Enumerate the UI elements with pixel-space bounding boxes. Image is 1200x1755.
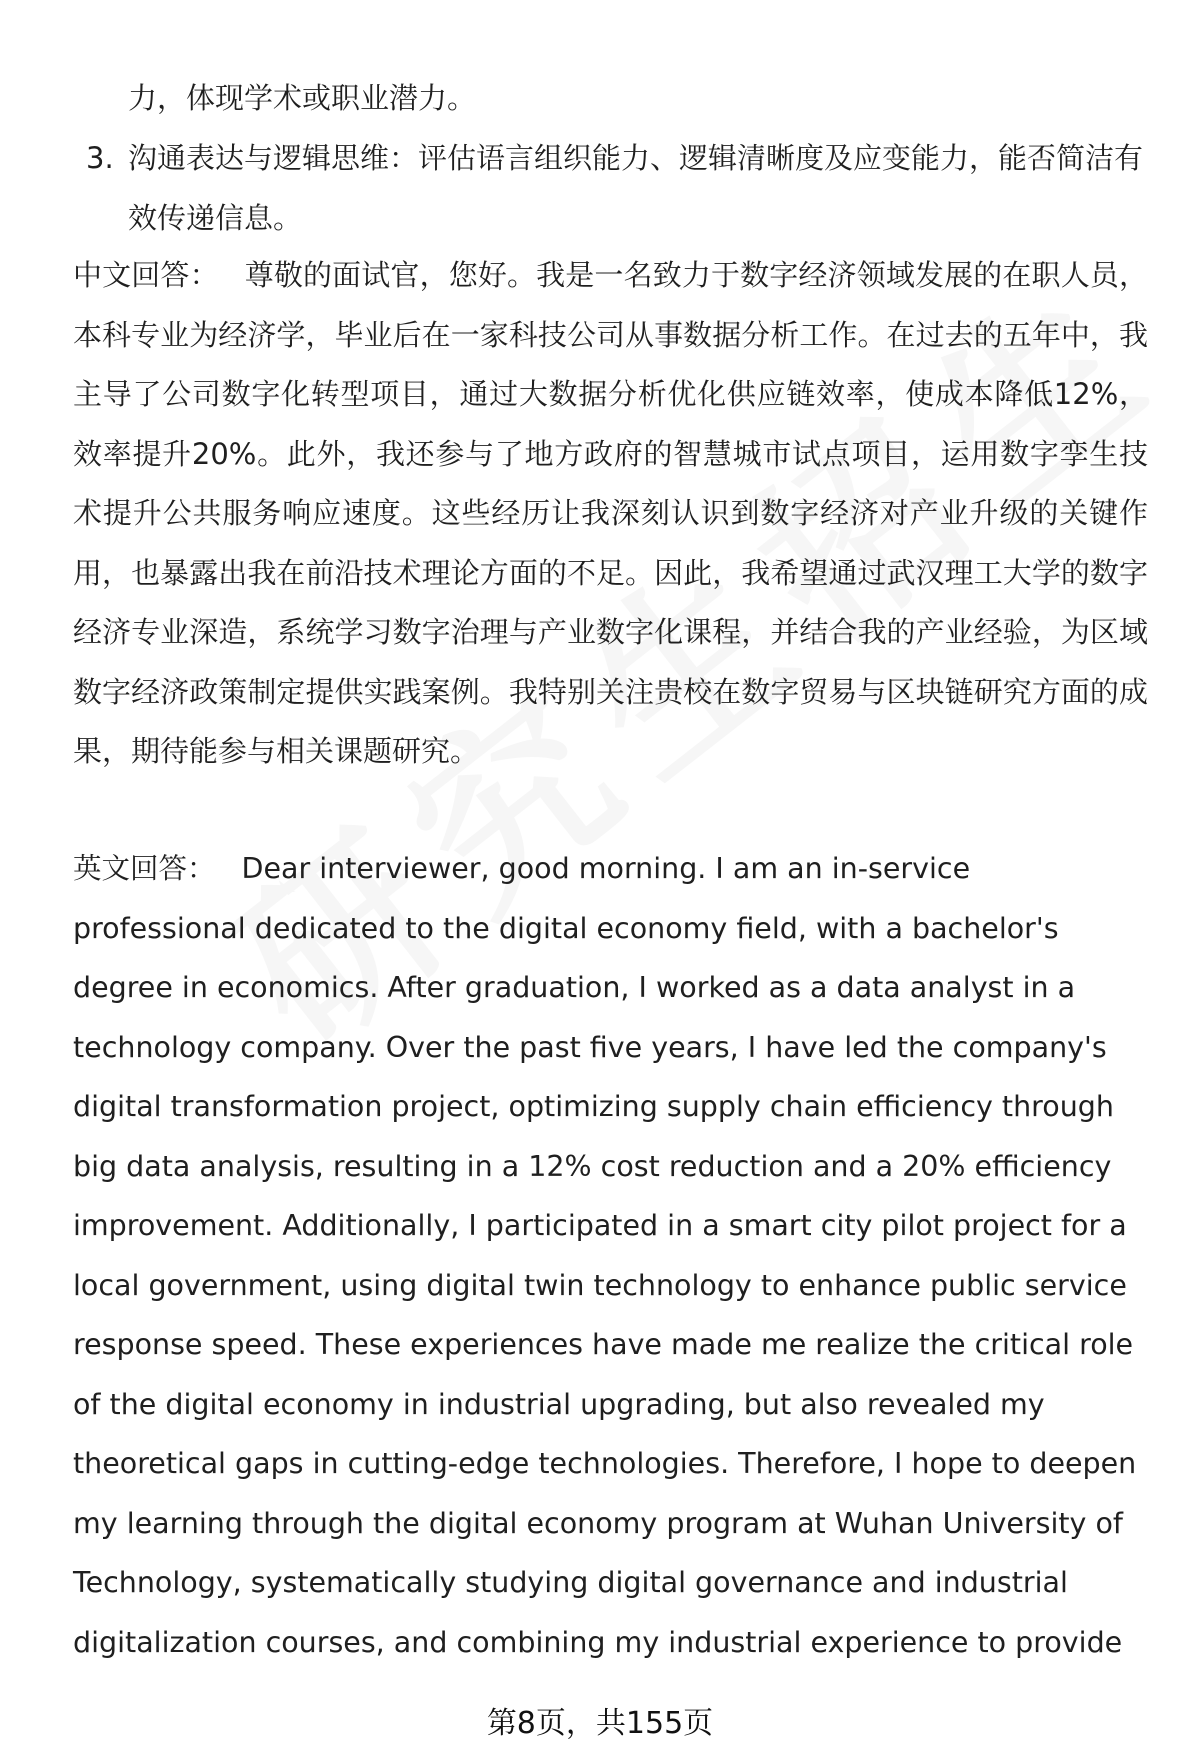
english-answer-paragraph — [73, 839, 1148, 1672]
chinese-answer-paragraph — [73, 246, 1148, 782]
list-item — [73, 128, 1153, 248]
chinese-answer-text: 尊敬的面试官，您好。我是一名致力于数字经济领域发展的在职人员，本科专业为经济学，毕业后在一家科技公司从事数据分析工作。在过去的五年中，我主导了公司数字化转型项目，通过大数据分析优化供应链效率，使成本降低12%，效率提升20%。此外，我还参与了地方政府的智慧城市试点项目，运用数字孪生技术提升公共服务响应速度。这些经历让我深刻认识到数字经济对产业升级的关键作用，也暴露出我在前沿技术理论方面的不足。因此，我希望通过武汉理工大学的数字经济专业深造，系统学习数字治理与产业数字化课程，并结合我的产业经验，为区域数字经济政策制定提供实践案例。我特别关注贵校在数字贸易与区块链研究方面的成果，期待能参与相关课题研究。 — [73, 258, 1148, 768]
list-item-text: 力，体现学术或职业潜力。 — [128, 81, 477, 115]
chinese-answer-label: 中文回答： — [73, 258, 219, 292]
english-answer-text: Dear interviewer, good morning. I am an in-service professional dedicated to the digital economy field, with a bachelor's degree in economics. After graduation, I worked as a data analyst in a technology company. Over the past five years, I have led the company's digital transformation project, optimizing supply chain efficiency through big data analysis, resulting in a 12% cost reduction and a 20% efficiency improvement. Additionally, I participated in a smart city pilot project for a local government, using digital twin technology to enhance public service response speed. These experiences have made me realize the critical role of the digital economy in industrial upgrading, but also revealed my theoretical gaps in cutting-edge technologies. Therefore, I hope to deepen my learning through the digital economy program at Wuhan University of Technology, systematically studying digital governance and industrial digitalization courses, and combining my industrial experience to provide — [73, 852, 1137, 1659]
list-item-number: 3. — [86, 141, 114, 175]
page-number-footer: 第8页，共155页 — [486, 1706, 714, 1741]
criteria-list — [73, 68, 1153, 248]
list-item-text: 沟通表达与逻辑思维：评估语言组织能力、逻辑清晰度及应变能力，能否简洁有效传递信息。 — [128, 141, 1144, 235]
english-answer-label: 英文回答： — [73, 852, 216, 885]
list-item — [73, 68, 1153, 128]
